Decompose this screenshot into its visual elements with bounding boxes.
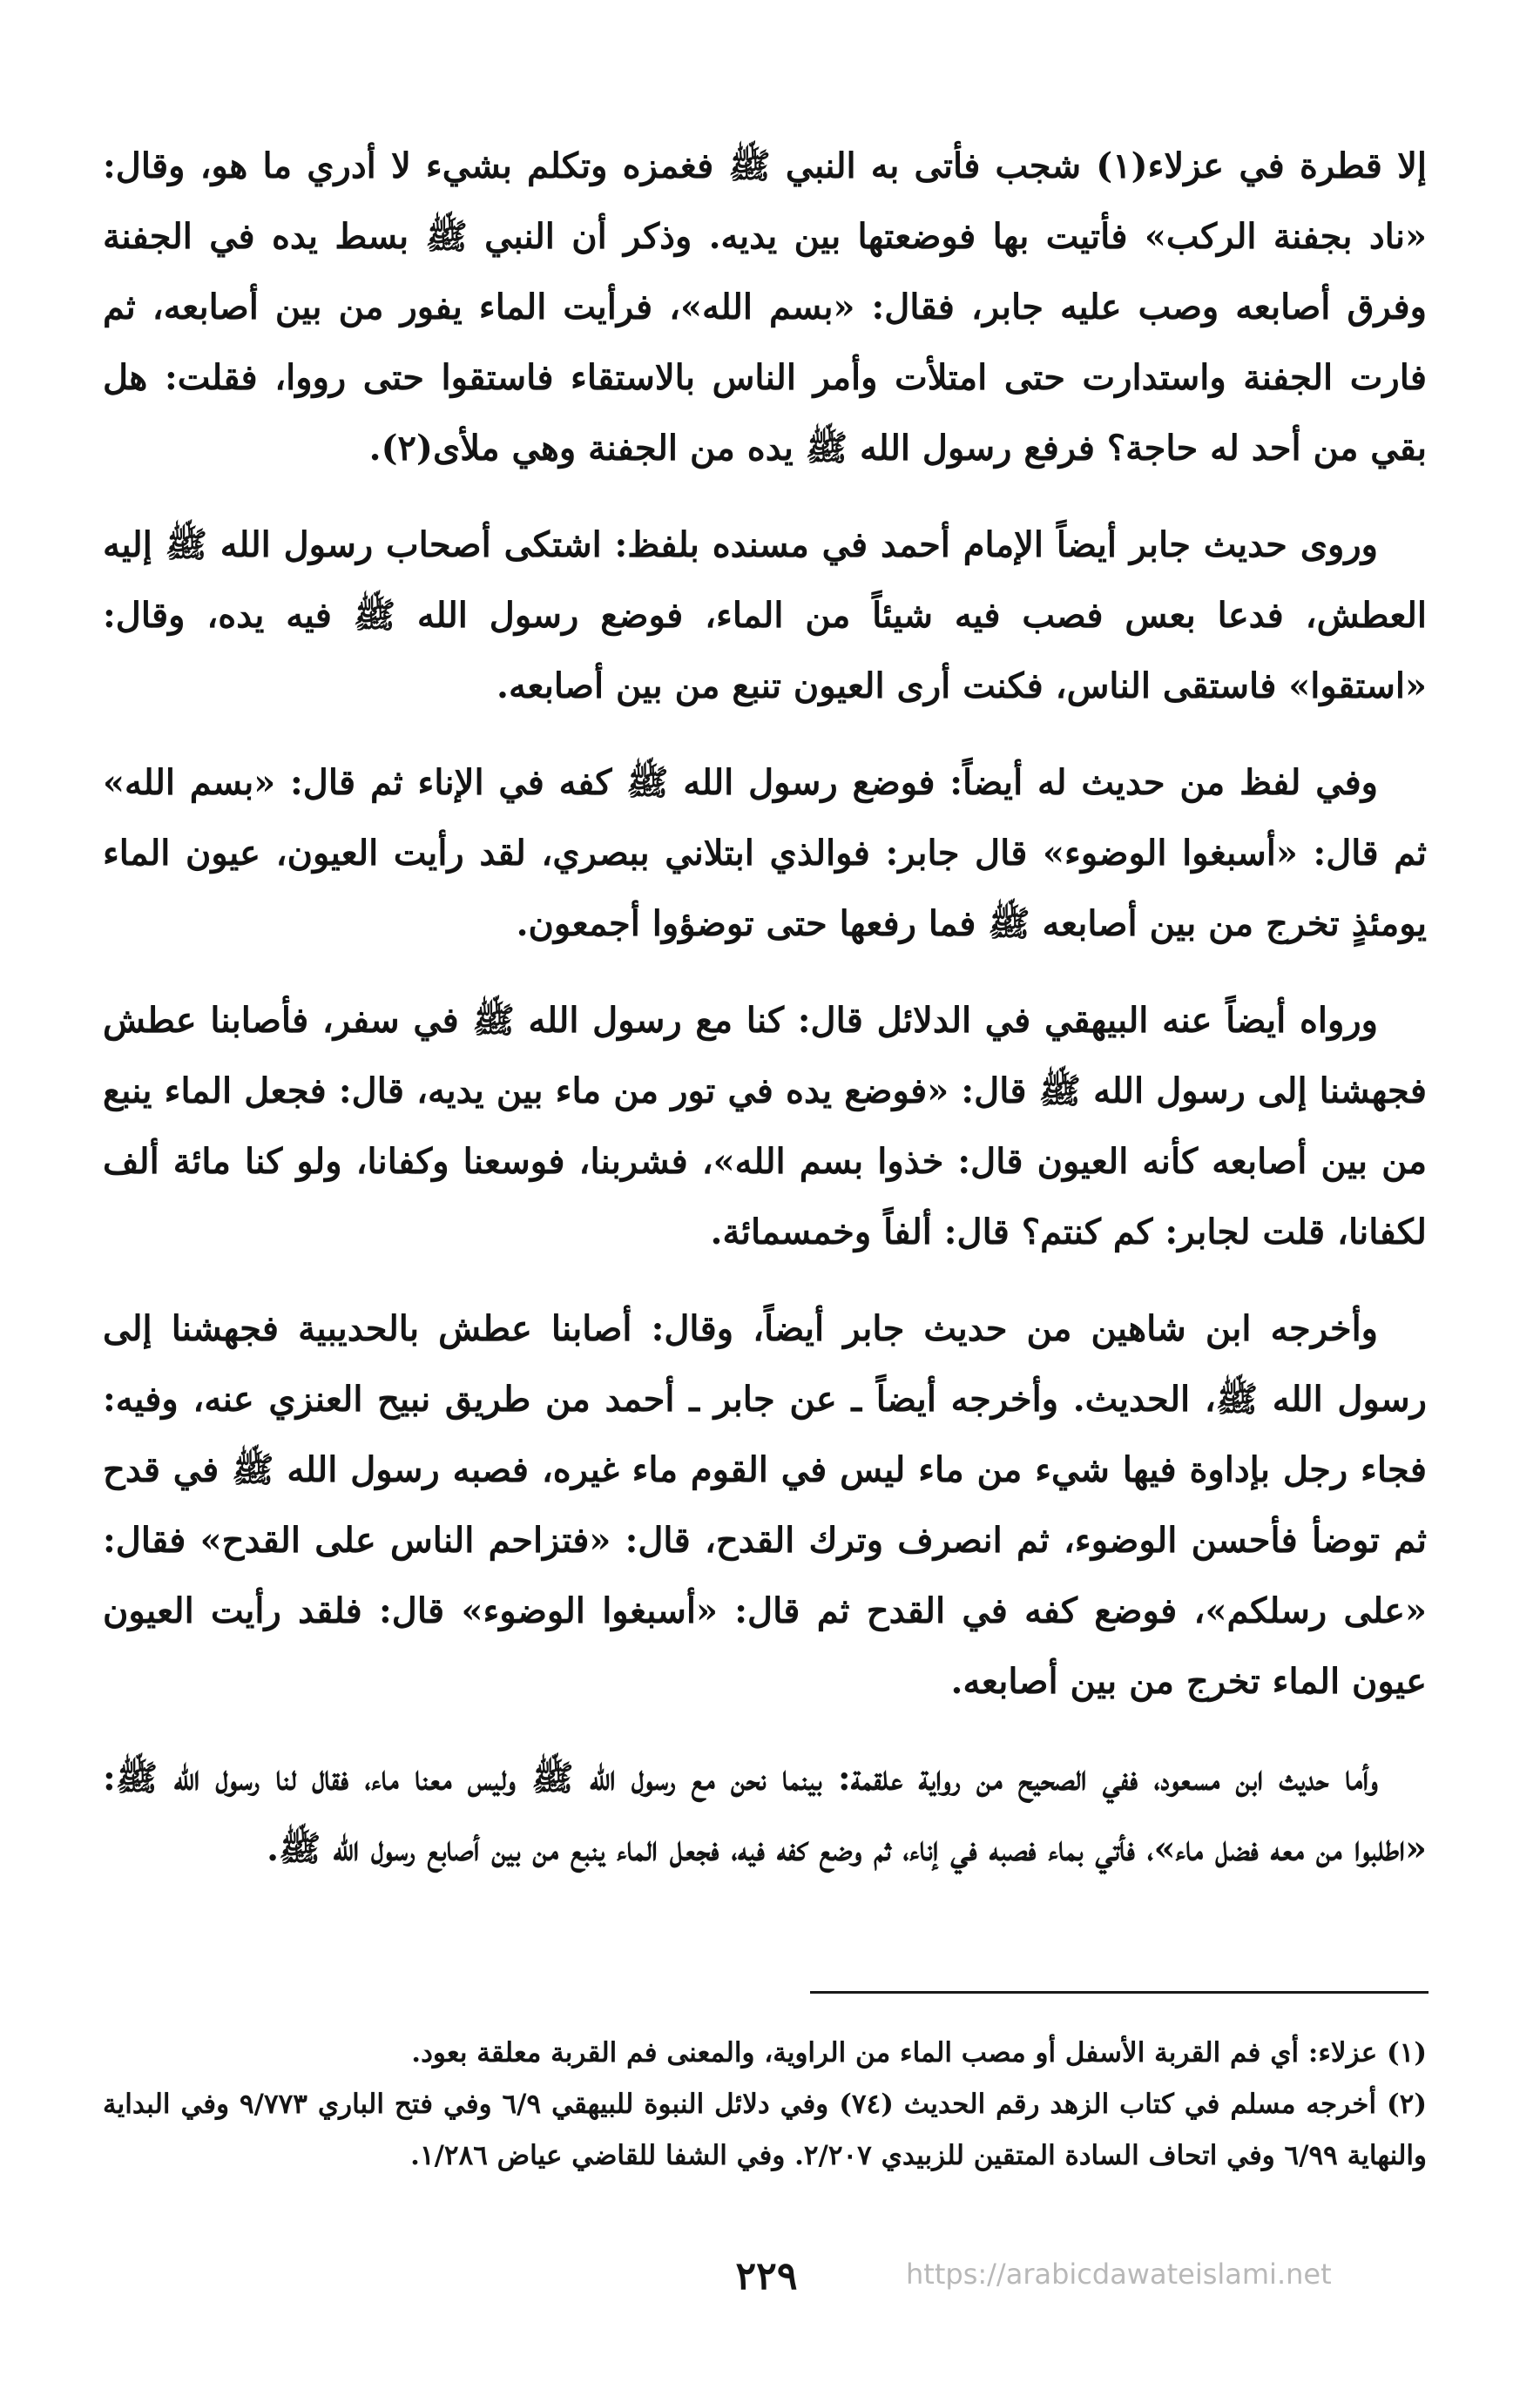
paragraph-3: وفي لفظ من حديث له أيضاً: فوضع رسول الله ﷺ كفه في الإناء ثم قال: «بسم الله» ثم قال: «أسبغوا الوضوء» قال جابر: فوالذي ابتلاني ببصري، لقد رأيت العيون، عيون الماء يومئذٍ تخرج من بين أصابعه ﷺ فما رفعها حتى توضؤوا أجمعون. (103, 762, 1427, 944)
footnote-divider (810, 1991, 1429, 1994)
watermark-url: https://arabicdawateislami.net (906, 2258, 1332, 2291)
paragraph-5: وأخرجه ابن شاهين من حديث جابر أيضاً، وقال: أصابنا عطش بالحديبية فجهشنا إلى رسول الله ﷺ، الحديث. وأخرجه أيضاً ـ عن جابر ـ أحمد من طريق نبيح العنزي عنه، وفيه: فجاء رجل بإداوة فيها شيء من ماء ليس في القوم ماء غيره، فصبه رسول الله ﷺ في قدح ثم توضأ فأحسن الوضوء، ثم انصرف وترك القدح، قال: «فتزاحم الناس على القدح» فقال: «على رسلكم»، فوضع كفه في القدح ثم قال: «أسبغوا الوضوء» قال: فلقد رأيت العيون عيون الماء تخرج من بين أصابعه. (103, 1308, 1428, 1702)
paragraph-2: وروى حديث جابر أيضاً الإمام أحمد في مسنده بلفظ: اشتكى أصحاب رسول الله ﷺ إليه العطش، فدعا بعس فصب فيه شيئاً من الماء، فوضع رسول الله ﷺ فيه يده، وقال: «استقوا» فاستقى الناس، فكنت أرى العيون تنبع من بين أصابعه. (103, 524, 1427, 706)
footnote-1: (١) عزلاء: أي فم القربة الأسفل أو مصب الماء من الراوية، والمعنى فم القربة معلقة بعود. (411, 2037, 1427, 2069)
paragraph-4: ورواه أيضاً عنه البيهقي في الدلائل قال: كنا مع رسول الله ﷺ في سفر، فأصابنا عطش فجهشنا إلى رسول الله ﷺ قال: «فوضع يده في تور من ماء بين يديه، قال: فجعل الماء ينبع من بين أصابعه كأنه العيون قال: خذوا بسم الله»، فشربنا، فوسعنا وكفانا، ولو كنا مائة ألف لكفانا، قلت لجابر: كم كنتم؟ قال: ألفاً وخمسمائة. (103, 1000, 1427, 1252)
footnote-2: (٢) أخرجه مسلم في كتاب الزهد رقم الحديث (٧٤) وفي دلائل النبوة للبيهقي ٦/٩ وفي فتح الباري ٩/٧٧٣ وفي البداية والنهاية ٦/٩٩ وفي اتحاف السادة المتقين للزبيدي ٢/٢٠٧. وفي الشفا للقاضي عياض ١/٢٨٦. (103, 2089, 1427, 2171)
main-text (103, 131, 1427, 1910)
footnotes (103, 2028, 1427, 2182)
paragraph-1: إلا قطرة في عزلاء(١) شجب فأتى به النبي ﷺ فغمزه وتكلم بشيء لا أدري ما هو، وقال: «ناد بجفنة الركب» فأتيت بها فوضعتها بين يديه. وذكر أن النبي ﷺ بسط يده في الجفنة وفرق أصابعه وصب عليه جابر، فقال: «بسم الله»، فرأيت الماء يفور من بين أصابعه، ثم فارت الجفنة واستدارت حتى امتلأت وأمر الناس بالاستقاء فاستقوا حتى رووا، فقلت: هل بقي من أحد له حاجة؟ فرفع رسول الله ﷺ يده من الجفنة وهي ملأى(٢). (103, 145, 1427, 469)
paragraph-6: وأما حديث ابن مسعود، ففي الصحيح من رواية علقمة: بينما نحن مع رسول الله ﷺ وليس معنا ماء، فقال لنا رسول الله ﷺ: «اطلبوا من معه فضل ماء»، فأتي بماء فصبه في إناء، ثم وضع كفه فيه، فجعل الماء ينبع من بين أصابع رسول الله ﷺ. (103, 1758, 1427, 1869)
page-number: ٢٢٩ (735, 2254, 798, 2298)
